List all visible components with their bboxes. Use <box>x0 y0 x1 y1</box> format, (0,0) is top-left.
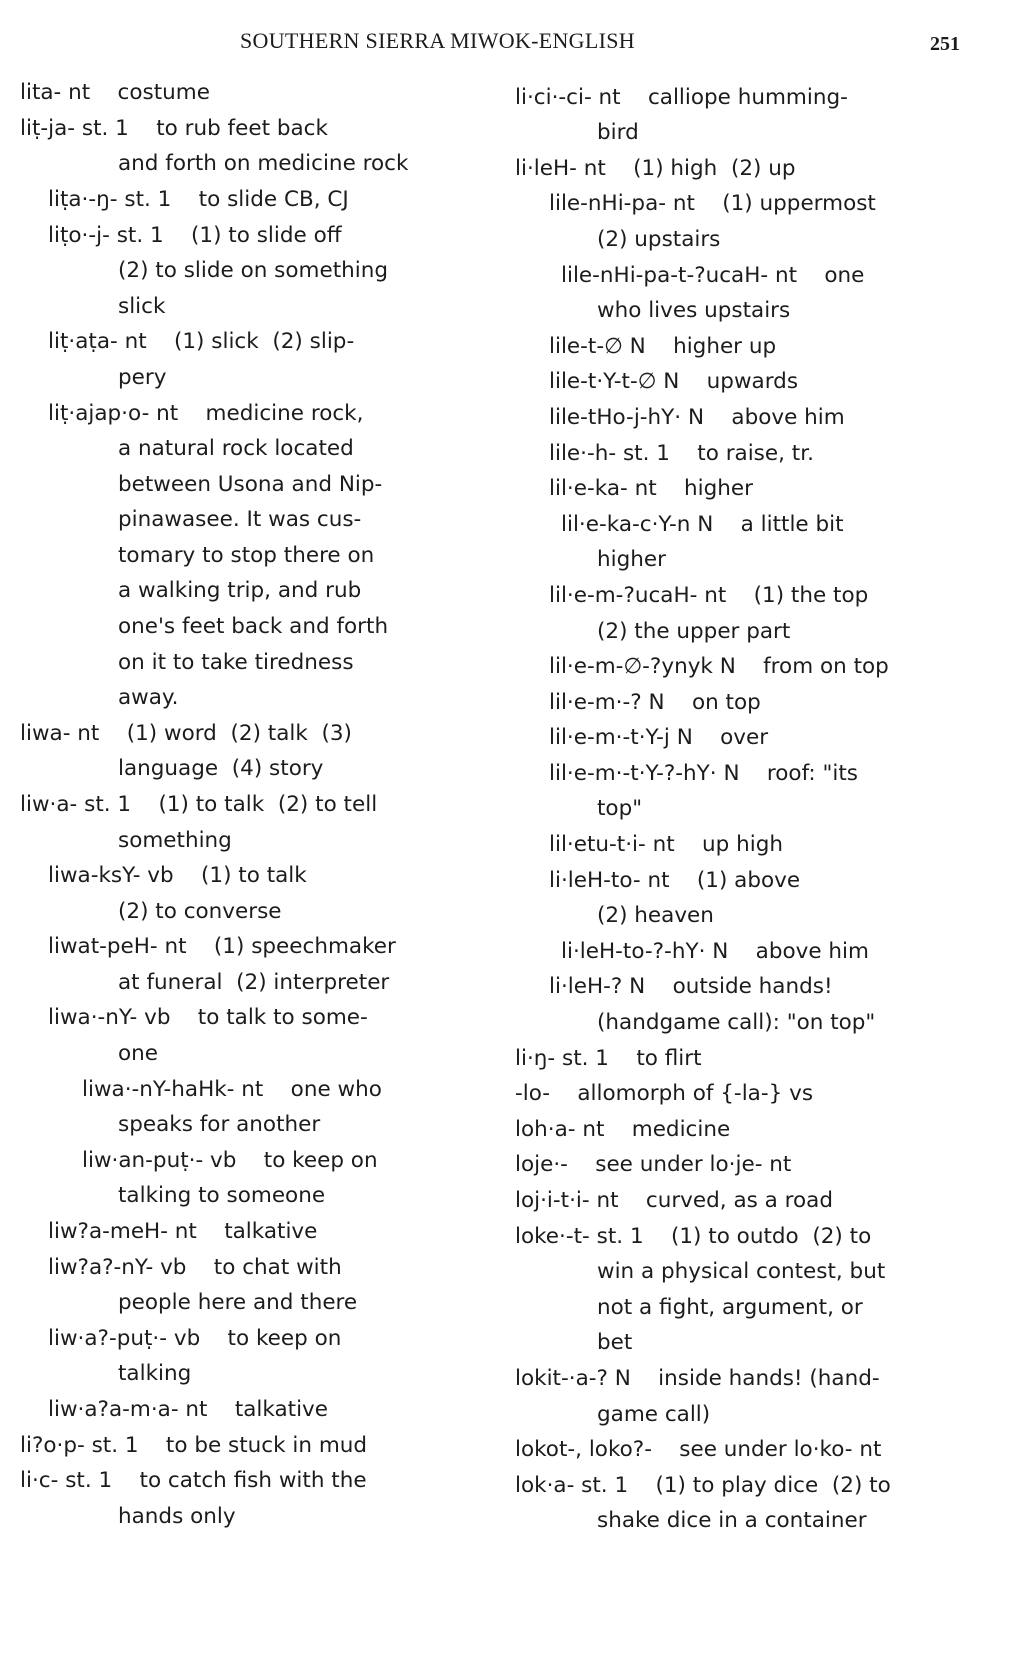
entry-line: who lives upstairs <box>597 298 791 323</box>
entry-line: between Usona and Nip- <box>118 472 383 497</box>
entry-line: li·leH- nt (1) high (2) up <box>515 156 796 181</box>
entry-line: pery <box>118 365 167 390</box>
entry-line: shake dice in a container <box>597 1508 867 1533</box>
entry-line: lil·e-m·-t·Y-j N over <box>549 725 769 750</box>
entry-line: (2) to converse <box>118 899 282 924</box>
entry-line: higher <box>597 547 666 572</box>
entry-line: hands only <box>118 1504 236 1529</box>
entry-line: win a physical contest, but <box>597 1259 886 1284</box>
entry-line: (2) upstairs <box>597 227 721 252</box>
entry-line: lile-t·Y-t-∅ N upwards <box>549 369 799 394</box>
entry-line: top" <box>597 796 643 821</box>
entry-line: slick <box>118 294 166 319</box>
entry-line: one's feet back and forth <box>118 614 389 639</box>
entry-line: away. <box>118 685 179 710</box>
entry-line: lok·a- st. 1 (1) to play dice (2) to <box>515 1473 891 1498</box>
entry-line: not a fight, argument, or <box>597 1295 863 1320</box>
entry-line: liṭ·aṭa- nt (1) slick (2) slip- <box>48 329 355 354</box>
entry-line: bet <box>597 1330 633 1355</box>
entry-line: liwat-peH- nt (1) speechmaker <box>48 934 396 959</box>
entry-line: liṭ-ja- st. 1 to rub feet back <box>20 116 328 141</box>
entry-line: lokot-, loko?- see under lo·ko- nt <box>515 1437 882 1462</box>
entry-line: loj·i-t·i- nt curved, as a road <box>515 1188 834 1213</box>
entry-line: lil·e-m·-? N on top <box>549 690 761 715</box>
entry-line: lokit-·a-? N inside hands! (hand- <box>515 1366 880 1391</box>
entry-line: -lo- allomorph of {-la-} vs <box>515 1081 814 1106</box>
entry-line: lil·e-m-?ucaH- nt (1) the top <box>549 583 869 608</box>
entry-line: liwa·-nY-haHk- nt one who <box>82 1077 382 1102</box>
entry-line: liwa- nt (1) word (2) talk (3) <box>20 721 352 746</box>
entry-line: lile-tHo-j-hY· N above him <box>549 405 845 430</box>
entry-line: something <box>118 828 232 853</box>
entry-line: li·c- st. 1 to catch fish with the <box>20 1468 367 1493</box>
entry-line: li·leH-to-?-hY· N above him <box>561 939 869 964</box>
entry-line: bird <box>597 120 639 145</box>
entry-line: liw·a?-puṭ·- vb to keep on <box>48 1326 342 1351</box>
entry-line: at funeral (2) interpreter <box>118 970 390 995</box>
entry-line: liṭ·ajap·o- nt medicine rock, <box>48 401 364 426</box>
entry-line: speaks for another <box>118 1112 321 1137</box>
entry-line: lil·etu-t·i- nt up high <box>549 832 784 857</box>
entry-line: loh·a- nt medicine <box>515 1117 731 1142</box>
entry-line: li?o·p- st. 1 to be stuck in mud <box>20 1433 368 1458</box>
entry-line: lil·e-m·-t·Y-?-hY· N roof: "its <box>549 761 858 786</box>
page-header <box>0 0 1021 60</box>
entry-line: talking to someone <box>118 1183 326 1208</box>
entry-line: li·ci·-ci- nt calliope humming- <box>515 85 848 110</box>
entry-line: people here and there <box>118 1290 358 1315</box>
entry-line: pinawasee. It was cus- <box>118 507 362 532</box>
entry-line: liwa·-nY- vb to talk to some- <box>48 1005 368 1030</box>
entry-line: lil·e-ka- nt higher <box>549 476 753 501</box>
entry-line: lile-nHi-pa-t-?ucaH- nt one <box>561 263 865 288</box>
entry-line: liw·a- st. 1 (1) to talk (2) to tell <box>20 792 378 817</box>
entry-line: (handgame call): "on top" <box>597 1010 876 1035</box>
entry-line: loje·- see under lo·je- nt <box>515 1152 792 1177</box>
entry-line: (2) to slide on something <box>118 258 389 283</box>
entry-line: liṭa·-ŋ- st. 1 to slide CB, CJ <box>48 187 349 212</box>
entry-line: game call) <box>597 1402 711 1427</box>
entry-line: liw?a?-nY- vb to chat with <box>48 1255 342 1280</box>
entry-line: (2) the upper part <box>597 619 791 644</box>
entry-line: lile·-h- st. 1 to raise, tr. <box>549 441 814 466</box>
entry-line: lil·e-m-∅-?ynyk N from on top <box>549 654 889 679</box>
entry-line: tomary to stop there on <box>118 543 375 568</box>
entry-line: li·ŋ- st. 1 to flirt <box>515 1046 702 1071</box>
entry-line: lil·e-ka-c·Y-n N a little bit <box>561 512 844 537</box>
entry-line: liw·an-puṭ·- vb to keep on <box>82 1148 378 1173</box>
entry-line: lita- nt costume <box>20 80 210 105</box>
entry-line: li·leH-to- nt (1) above <box>549 868 801 893</box>
entry-line: language (4) story <box>118 756 324 781</box>
entry-line: lile-nHi-pa- nt (1) uppermost <box>549 191 876 216</box>
entry-line: liwa-ksY- vb (1) to talk <box>48 863 307 888</box>
entry-line: talking <box>118 1361 192 1386</box>
entry-line: loke·-t- st. 1 (1) to outdo (2) to <box>515 1224 872 1249</box>
entry-line: liw·a?a-m·a- nt talkative <box>48 1397 329 1422</box>
entry-line: a natural rock located <box>118 436 354 461</box>
page-number: 251 <box>930 33 960 55</box>
entry-line: and forth on medicine rock <box>118 151 409 176</box>
entry-line: on it to take tiredness <box>118 650 354 675</box>
entry-line: liṭo·-j- st. 1 (1) to slide off <box>48 223 342 248</box>
entry-line: li·leH-? N outside hands! <box>549 974 833 999</box>
entry-line: (2) heaven <box>597 903 714 928</box>
entry-line: a walking trip, and rub <box>118 578 362 603</box>
entry-line: lile-t-∅ N higher up <box>549 334 777 359</box>
entry-line: liw?a-meH- nt talkative <box>48 1219 318 1244</box>
entry-line: one <box>118 1041 159 1066</box>
running-title: SOUTHERN SIERRA MIWOK-ENGLISH <box>240 28 635 53</box>
